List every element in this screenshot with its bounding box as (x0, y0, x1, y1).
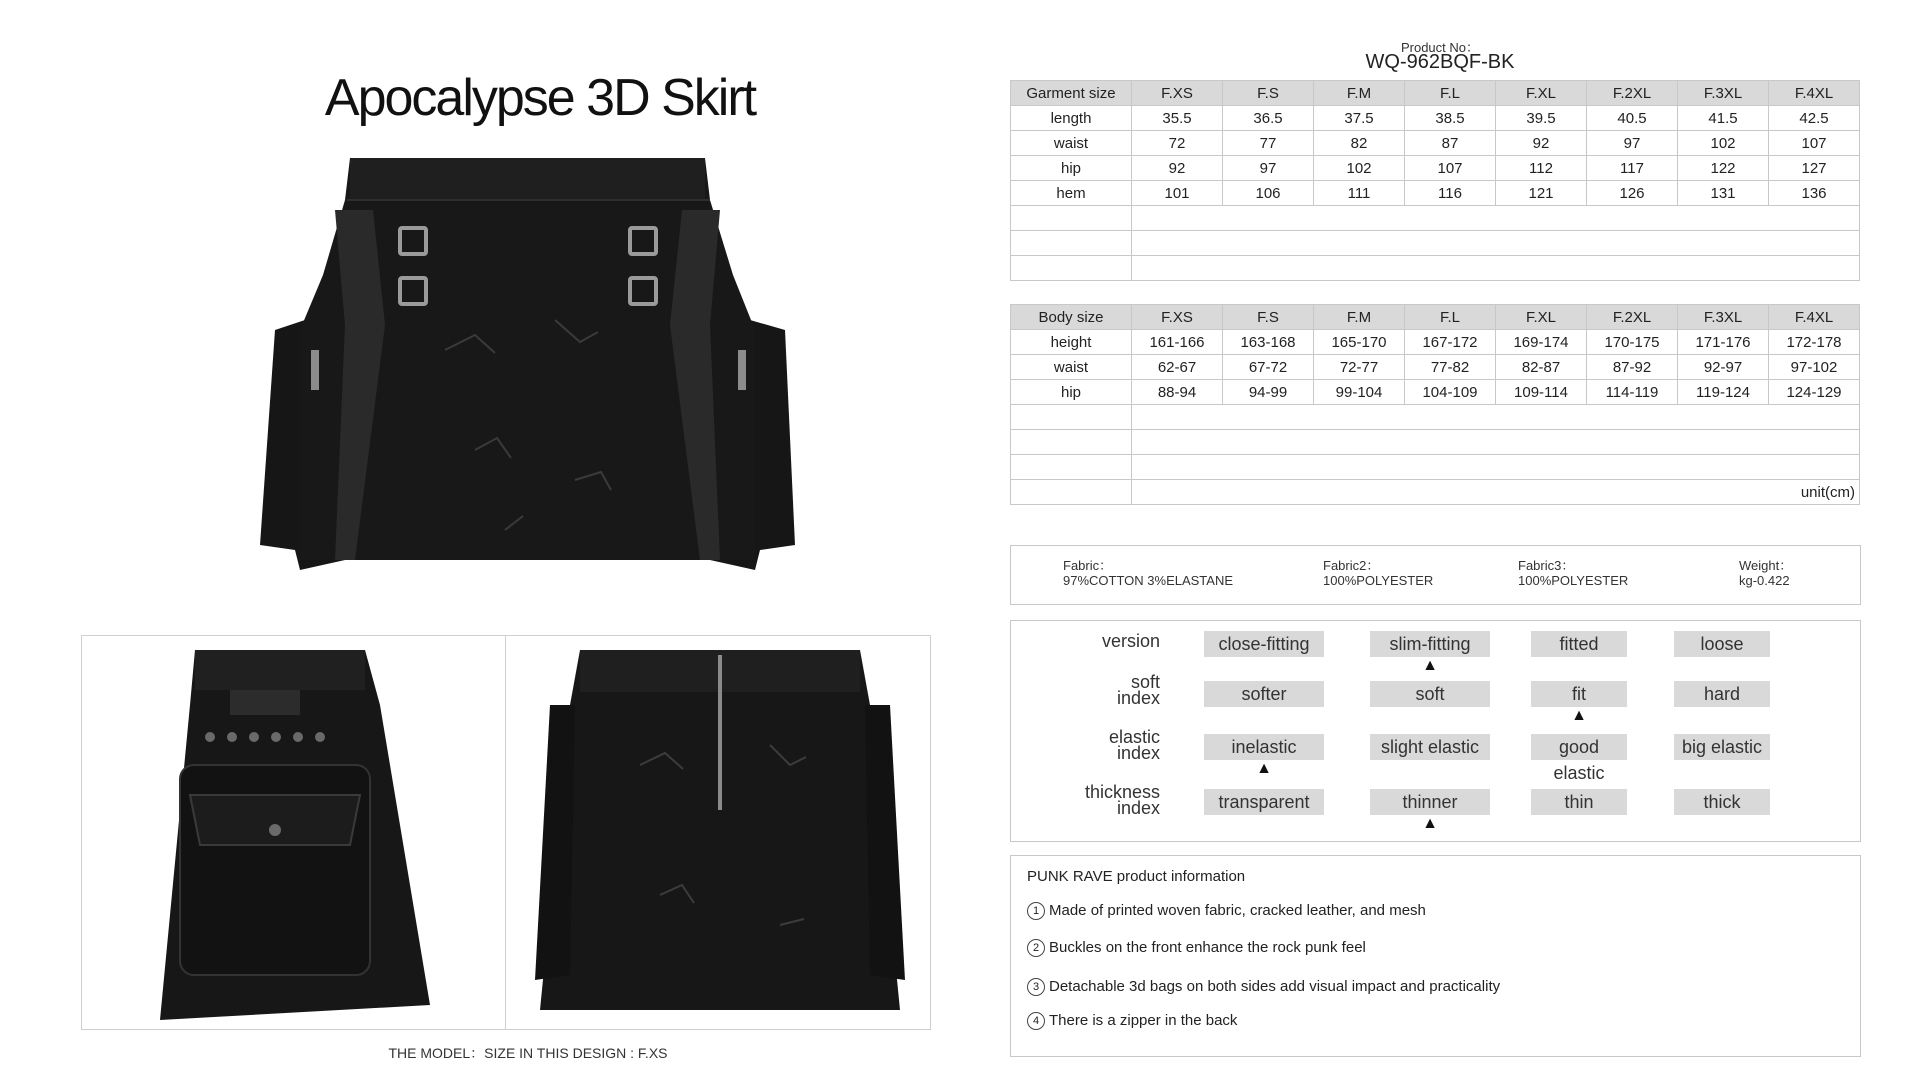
thickness-index-label-line1: thickness (1084, 782, 1160, 802)
table-cell: 169-174 (1496, 330, 1587, 355)
table-cell: length (1011, 106, 1132, 131)
table-cell: 107 (1405, 156, 1496, 181)
product-no: WQ-962BQF-BK (1365, 51, 1515, 73)
table-cell: 101 (1132, 181, 1223, 206)
table-cell: 72-77 (1314, 355, 1405, 380)
table-row (1011, 181, 1860, 206)
index-option: loose (1674, 631, 1770, 657)
table-cell: 107 (1769, 131, 1860, 156)
table-cell: 87 (1405, 131, 1496, 156)
table-cell: 82-87 (1496, 355, 1587, 380)
empty-row (1011, 206, 1860, 231)
model-size-note: THE MODEL：SIZE IN THIS DESIGN : F.XS (388, 1045, 668, 1061)
thickness-index-label (1020, 784, 1160, 816)
table-cell: 111 (1314, 181, 1405, 206)
table-cell: 82 (1314, 131, 1405, 156)
empty-row (1011, 256, 1860, 281)
body-header-cell: F.XS (1132, 305, 1223, 330)
fabric3-value: 100%POLYESTER (1518, 573, 1629, 588)
table-row (1011, 156, 1860, 181)
garment-header-cell: F.4XL (1769, 81, 1860, 106)
table-cell: height (1011, 330, 1132, 355)
selected-marker-icon: ▲ (1422, 657, 1438, 674)
table-cell: 170-175 (1587, 330, 1678, 355)
table-cell: 36.5 (1223, 106, 1314, 131)
garment-header-cell: F.XS (1132, 81, 1223, 106)
table-cell: hip (1011, 380, 1132, 405)
gallery-divider (505, 635, 506, 1030)
empty-row (1011, 231, 1860, 256)
table-cell: 87-92 (1587, 355, 1678, 380)
table-cell: 67-72 (1223, 355, 1314, 380)
garment-header-cell: Garment size (1011, 81, 1132, 106)
index-option: thinner (1370, 789, 1490, 815)
table-cell: 161-166 (1132, 330, 1223, 355)
skirt-side-photo (130, 645, 450, 1020)
table-cell: 119-124 (1678, 380, 1769, 405)
number-badge: 3 (1027, 978, 1045, 996)
empty-row (1011, 455, 1860, 480)
index-option: close-fitting (1204, 631, 1324, 657)
table-cell: hem (1011, 181, 1132, 206)
unit-label: unit(cm) (1132, 480, 1860, 505)
garment-header-row (1011, 81, 1860, 106)
table-cell: 41.5 (1678, 106, 1769, 131)
fabric3-label: Fabric3： (1518, 558, 1575, 573)
table-cell: 136 (1769, 181, 1860, 206)
table-cell: 92 (1496, 131, 1587, 156)
thickness-index-label-line2: index (1116, 798, 1160, 818)
unit-row (1011, 480, 1860, 505)
index-option: inelastic (1204, 734, 1324, 760)
body-header-row (1011, 305, 1860, 330)
skirt-front-photo (255, 150, 800, 610)
info-item-text: There is a zipper in the back (1049, 1012, 1238, 1029)
table-cell: 62-67 (1132, 355, 1223, 380)
number-badge: 2 (1027, 939, 1045, 957)
fabric1-block (1063, 558, 1233, 588)
table-row (1011, 355, 1860, 380)
skirt-back-photo (520, 645, 920, 1020)
index-option: big elastic (1674, 734, 1770, 760)
body-header-cell: F.3XL (1678, 305, 1769, 330)
fit-index-box (1010, 620, 1861, 842)
garment-header-cell: F.M (1314, 81, 1405, 106)
info-item-text: Made of printed woven fabric, cracked leather, and mesh (1049, 902, 1426, 919)
empty-row (1011, 430, 1860, 455)
table-cell: 104-109 (1405, 380, 1496, 405)
table-cell: 37.5 (1314, 106, 1405, 131)
garment-header-cell: F.2XL (1587, 81, 1678, 106)
table-cell: 102 (1678, 131, 1769, 156)
index-option: slight elastic (1370, 734, 1490, 760)
index-option: hard (1674, 681, 1770, 707)
table-row (1011, 131, 1860, 156)
index-option: thin (1531, 789, 1627, 815)
body-header-cell: F.L (1405, 305, 1496, 330)
version-label (1020, 633, 1160, 649)
table-cell: 77 (1223, 131, 1314, 156)
fabric3-block (1518, 558, 1628, 588)
table-cell: 122 (1678, 156, 1769, 181)
garment-header-cell: F.L (1405, 81, 1496, 106)
body-header-cell: F.4XL (1769, 305, 1860, 330)
table-cell: 126 (1587, 181, 1678, 206)
table-cell: 163-168 (1223, 330, 1314, 355)
index-option: thick (1674, 789, 1770, 815)
table-cell: 106 (1223, 181, 1314, 206)
weight-label: Weight： (1739, 558, 1793, 573)
soft-index-label-line1: soft (1130, 672, 1160, 692)
index-option: transparent (1204, 789, 1324, 815)
index-option: soft (1370, 681, 1490, 707)
selected-marker-icon: ▲ (1256, 760, 1272, 777)
info-item-text: Buckles on the front enhance the rock punk feel (1049, 939, 1366, 956)
index-option: softer (1204, 681, 1324, 707)
table-cell: 39.5 (1496, 106, 1587, 131)
table-cell: 42.5 (1769, 106, 1860, 131)
table-cell: 97 (1223, 156, 1314, 181)
table-cell: 112 (1496, 156, 1587, 181)
table-cell: 94-99 (1223, 380, 1314, 405)
table-cell: 127 (1769, 156, 1860, 181)
table-cell: 167-172 (1405, 330, 1496, 355)
fabric2-value: 100%POLYESTER (1323, 573, 1434, 588)
table-cell: 171-176 (1678, 330, 1769, 355)
table-cell: 35.5 (1132, 106, 1223, 131)
index-option: fitted (1531, 631, 1627, 657)
fabric1-value: 97%COTTON 3%ELASTANE (1063, 573, 1234, 588)
table-row (1011, 106, 1860, 131)
list-item (1027, 939, 1366, 957)
garment-header-cell: F.XL (1496, 81, 1587, 106)
list-item (1027, 902, 1426, 920)
table-cell: 88-94 (1132, 380, 1223, 405)
table-cell: 131 (1678, 181, 1769, 206)
number-badge: 1 (1027, 902, 1045, 920)
product-no-label: Product No： (1400, 40, 1480, 55)
table-cell: 121 (1496, 181, 1587, 206)
garment-header-cell: F.S (1223, 81, 1314, 106)
fabric2-label: Fabric2： (1323, 558, 1380, 573)
table-cell: waist (1011, 131, 1132, 156)
table-cell: 99-104 (1314, 380, 1405, 405)
body-header-cell: F.M (1314, 305, 1405, 330)
table-cell: 92-97 (1678, 355, 1769, 380)
table-cell: 40.5 (1587, 106, 1678, 131)
product-info-box (1010, 855, 1861, 1057)
table-cell: 92 (1132, 156, 1223, 181)
table-cell: 172-178 (1769, 330, 1860, 355)
elastic-index-label (1020, 729, 1160, 761)
number-badge: 4 (1027, 1012, 1045, 1030)
index-option: fit (1531, 681, 1627, 707)
soft-index-label-line2: index (1116, 688, 1160, 708)
list-item (1027, 1012, 1237, 1030)
table-cell: 77-82 (1405, 355, 1496, 380)
table-cell: 72 (1132, 131, 1223, 156)
table-cell: hip (1011, 156, 1132, 181)
table-row (1011, 330, 1860, 355)
index-option: slim-fitting (1370, 631, 1490, 657)
version-label-line1: version (1101, 631, 1160, 651)
weight-value: kg-0.422 (1739, 573, 1790, 588)
fabric-info-box (1010, 545, 1861, 605)
garment-size-table (1010, 80, 1860, 281)
table-cell: 102 (1314, 156, 1405, 181)
table-cell: 109-114 (1496, 380, 1587, 405)
weight-block (1739, 558, 1792, 588)
body-header-cell: Body size (1011, 305, 1132, 330)
table-cell: 114-119 (1587, 380, 1678, 405)
elastic-index-label-line1: elastic (1108, 727, 1160, 747)
body-header-cell: F.XL (1496, 305, 1587, 330)
product-title: Apocalypse 3D Skirt (324, 69, 756, 127)
table-cell: waist (1011, 355, 1132, 380)
garment-header-cell: F.3XL (1678, 81, 1769, 106)
fabric1-label: Fabric： (1063, 558, 1113, 573)
table-cell: 116 (1405, 181, 1496, 206)
soft-index-label (1020, 674, 1160, 706)
table-row (1011, 380, 1860, 405)
elastic-index-label-line2: index (1116, 743, 1160, 763)
table-cell: 165-170 (1314, 330, 1405, 355)
body-header-cell: F.2XL (1587, 305, 1678, 330)
info-item-text: Detachable 3d bags on both sides add visual impact and practicality (1049, 978, 1501, 995)
fabric2-block (1323, 558, 1433, 588)
list-item (1027, 978, 1500, 996)
table-cell: 117 (1587, 156, 1678, 181)
body-size-table (1010, 304, 1860, 505)
selected-marker-icon: ▲ (1571, 707, 1587, 724)
empty-row (1011, 405, 1860, 430)
table-cell: 97-102 (1769, 355, 1860, 380)
selected-marker-icon: ▲ (1422, 815, 1438, 832)
table-cell: 124-129 (1769, 380, 1860, 405)
body-header-cell: F.S (1223, 305, 1314, 330)
index-option: good elastic (1531, 734, 1627, 760)
table-cell: 97 (1587, 131, 1678, 156)
info-title: PUNK RAVE product information (1027, 868, 1246, 885)
table-cell: 38.5 (1405, 106, 1496, 131)
